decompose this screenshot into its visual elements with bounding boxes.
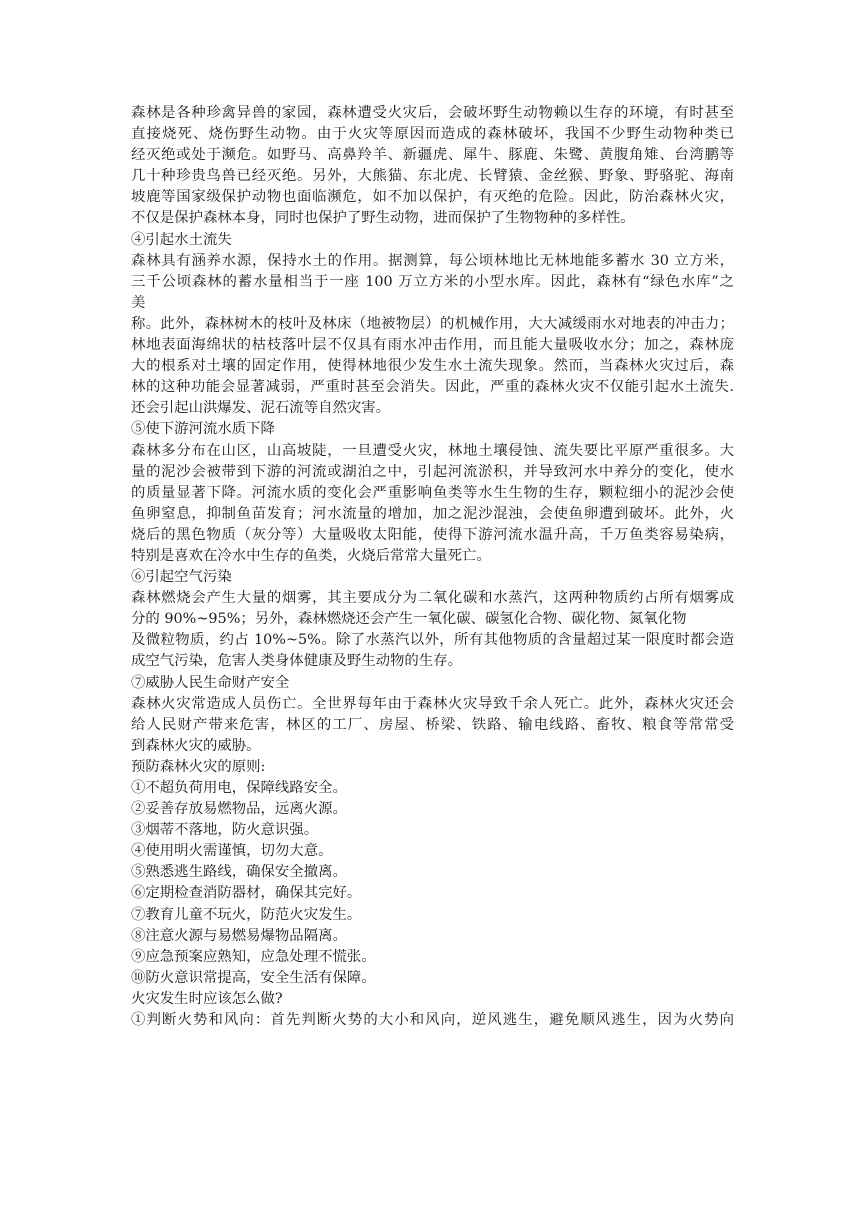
text-heading-line: ⑥引起空气污染 bbox=[131, 569, 232, 586]
paragraph-line: 森林燃烧会产生大量的烟雾，其主要成分为二氧化碳和水蒸汽，这两种物质约占所有烟雾成 bbox=[131, 590, 734, 607]
paragraph-line: 直接烧死、烧伤野生动物。由于火灾等原因而造成的森林破坏，我国不少野生动物种类已 bbox=[131, 126, 734, 143]
paragraph-line: 坡鹿等国家级保护动物也面临濒危，如不加以保护，有灭绝的危险。因此，防治森林火灾， bbox=[131, 189, 734, 206]
paragraph-line: 林地表面海绵状的枯枝落叶层不仅具有雨水冲击作用，而且能大量吸收水分；加之，森林庞 bbox=[131, 337, 734, 354]
text-heading-line: ⑧注意火源与易燃易爆物品隔离。 bbox=[131, 927, 347, 944]
paragraph-line: 分的 90%~95%；另外，森林燃烧还会产生一氧化碳、碳氢化合物、碳化物、氮氧化物 bbox=[131, 611, 687, 628]
text-heading-line: 火灾发生时应该怎么做? bbox=[131, 990, 283, 1007]
paragraph-line: 及微粒物质，约占 10%~5%。除了水蒸汽以外，所有其他物质的含量超过某一限度时都会造 bbox=[131, 632, 734, 649]
text-heading-line: ⑤熟悉逃生路线，确保安全撤离。 bbox=[131, 864, 347, 881]
paragraph-line: 美 bbox=[131, 294, 146, 311]
paragraph-line: 不仅是保护森林本身，同时也保护了野生动物，进而保护了生物物种的多样性。 bbox=[131, 210, 635, 227]
paragraph-line: 的质量显著下降。河流水质的变化会严重影响鱼类等水生生物的生存，颗粒细小的泥沙会使 bbox=[131, 484, 734, 501]
text-heading-line: ⑦教育儿童不玩火，防范火灾发生。 bbox=[131, 906, 362, 923]
paragraph-line: 森林是各种珍禽异兽的家园，森林遭受火灾后，会破坏野生动物赖以生存的环境，有时甚至 bbox=[131, 105, 734, 121]
text-heading-line: ④引起水土流失 bbox=[131, 231, 232, 248]
paragraph-line: 森林多分布在山区，山高坡陡，一旦遭受火灾，林地土壤侵蚀、流失要比平原严重很多。大 bbox=[131, 442, 734, 459]
text-heading-line: 预防森林火灾的原则: bbox=[131, 758, 266, 775]
paragraph-line: 鱼卵窒息，抑制鱼苗发育；河水流量的增加，加之泥沙混浊，会使鱼卵遭到破坏。此外，火 bbox=[131, 505, 734, 522]
text-heading-line: ④使用明火需谨慎，切勿大意。 bbox=[131, 843, 333, 860]
text-heading-line: ⑤使下游河流水质下降 bbox=[131, 421, 275, 438]
paragraph-line: 几十种珍贵鸟兽已经灭绝。另外，大熊猫、东北虎、长臂猿、金丝猴、野象、野骆驼、海南 bbox=[131, 168, 734, 185]
paragraph-line: 成空气污染，危害人类身体健康及野生动物的生存。 bbox=[131, 653, 462, 670]
text-heading-line: ②妥善存放易燃物品，远离火源。 bbox=[131, 801, 347, 818]
text-heading-line: ⑩防火意识常提高，安全生活有保障。 bbox=[131, 969, 376, 986]
paragraph-line: 森林具有涵养水源，保持水土的作用。据测算，每公顷林地比无林地能多蓄水 30 立方米， bbox=[131, 252, 734, 269]
paragraph-line: 林的这种功能会显著减弱，严重时甚至会消失。因此，严重的森林火灾不仅能引起水土流失. bbox=[131, 379, 734, 396]
paragraph-line: 烧后的黑色物质（灰分等）大量吸收太阳能，使得下游河流水温升高，千万鱼类容易染病， bbox=[131, 526, 734, 543]
paragraph-line: 森林火灾常造成人员伤亡。全世界每年由于森林火灾导致千余人死亡。此外，森林火灾还会 bbox=[131, 695, 734, 712]
paragraph-line: 大的根系对土壤的固定作用，使得林地很少发生水土流失现象。然而，当森林火灾过后，森 bbox=[131, 358, 734, 375]
paragraph-line: 三千公顷森林的蓄水量相当于一座 100 万立方米的小型水库。因此，森林有“绿色水库”之 bbox=[131, 273, 734, 290]
text-heading-line: ③烟蒂不落地，防火意识强。 bbox=[131, 822, 319, 839]
paragraph-line: 还会引起山洪爆发、泥石流等自然灾害。 bbox=[131, 400, 391, 417]
paragraph-line: ①判断火势和风向：首先判断火势的大小和风向，逆风逃生，避免顺风逃生，因为火势向 bbox=[131, 1012, 734, 1029]
paragraph-line: 给人民财产带来危害，林区的工厂、房屋、桥梁、铁路、输电线路、畜牧、粮食等常常受 bbox=[131, 716, 734, 733]
paragraph-line: 特别是喜欢在冷水中生存的鱼类，火烧后常常大量死亡。 bbox=[131, 547, 491, 564]
text-heading-line: ①不超负荷用电，保障线路安全。 bbox=[131, 780, 347, 796]
paragraph-line: 经灭绝或处于濒危。如野马、高鼻羚羊、新疆虎、犀牛、豚鹿、朱鹭、黄腹角雉、台湾鹏等 bbox=[131, 147, 734, 164]
paragraph-line: 到森林火灾的威胁。 bbox=[131, 737, 261, 754]
text-heading-line: ⑦威胁人民生命财产安全 bbox=[131, 674, 290, 691]
paragraph-line: 称。此外，森林树木的枝叶及林床（地被物层）的机械作用，大大减缓雨水对地表的冲击力； bbox=[131, 315, 734, 332]
document-body bbox=[131, 103, 734, 1031]
text-heading-line: ⑨应急预案应熟知，应急处理不慌张。 bbox=[131, 948, 376, 965]
paragraph-line: 量的泥沙会被带到下游的河流或湖泊之中，引起河流淤积，并导致河水中养分的变化，使水 bbox=[131, 463, 734, 480]
text-heading-line: ⑥定期检查消防器材，确保其完好。 bbox=[131, 885, 362, 902]
